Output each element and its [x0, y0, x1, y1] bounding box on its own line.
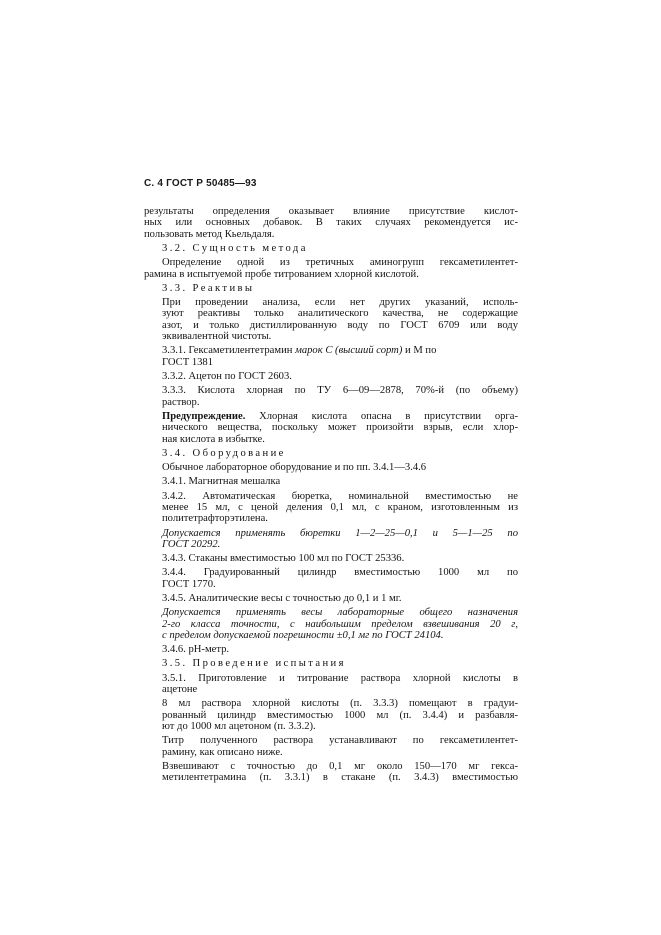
text-line: Допускается применять бюретки 1—2—25—0,1 и 5—1—25 по: [162, 527, 518, 539]
text-line: Допускается применять весы лабораторные общего назначения: [162, 607, 518, 619]
text-line: ных или основных добавок. В таких случаях рекомендуется ис-: [144, 217, 518, 229]
text-line: 3.4.4. Градуированный цилиндр вместимостью 1000 мл по: [162, 567, 518, 579]
clause-3-4-6: 3.4.6. pH-метр.: [162, 644, 230, 656]
text-line: 3.3.1. Гексаметилентетрамин марок С (высший сорт) и М по: [162, 345, 437, 357]
text-line: Предупреждение. Хлорная кислота опасна в присутствии орга-: [162, 410, 518, 422]
clause-3-4-5: 3.4.5. Аналитические весы с точностью до 0,1 и 1 мг.: [162, 592, 402, 604]
text-line: 2-го класса точности, с наибольшим пределом взвешивания 20 г,: [162, 618, 518, 630]
paragraph-3-3: [144, 297, 518, 343]
clause-3-3-1: [144, 345, 518, 368]
text-line: рованный цилиндр вместимостью 1000 мл (п. 3.4.4) и разбавля-: [162, 709, 518, 721]
text-line: 3.3.3. Кислота хлорная по ТУ 6—09—2878, 70%-й (по объему): [162, 385, 518, 397]
section-heading-3-5: 3.5. Проведение испытания: [162, 658, 346, 670]
text-line: 3.4.2. Автоматическая бюретка, номинальной вместимостью не: [162, 490, 518, 502]
section-heading-3-2: 3.2. Сущность метода: [162, 243, 308, 255]
page-header: С. 4 ГОСТ Р 50485—93: [144, 178, 257, 189]
text-line: результаты определения оказывает влияние присутствие кислот-: [144, 206, 518, 217]
section-heading-3-4: 3.4. Оборудование: [162, 447, 286, 459]
text-line: ГОСТ 1381: [162, 356, 214, 368]
text-line: пользовать метод Кьельдаля.: [144, 228, 275, 240]
warning-paragraph: [144, 411, 518, 445]
paragraph-3-4: Обычное лабораторное оборудование и по пп. 3.4.1—3.4.6: [162, 462, 427, 474]
text-line: ацетоне: [162, 683, 198, 695]
text-line: рамину, как описано ниже.: [162, 746, 283, 758]
text-line: с пределом допускаемой погрешности ±0,1 мг по ГОСТ 24104.: [162, 629, 444, 641]
clause-3-3-3: [144, 385, 518, 408]
text-line: Титр полученного раствора устанавливают по гексаметилентет-: [162, 735, 518, 747]
text-line: эквивалентной чистоты.: [162, 331, 272, 343]
text-line: зуют реактивы только аналитического качества, не содержащие: [162, 308, 518, 320]
note-3-4-2: [144, 528, 518, 551]
text-line: При проведении анализа, если нет других указаний, исполь-: [162, 297, 518, 309]
text-line: 3.5.1. Приготовление и титрование раствора хлорной кислоты в: [162, 672, 518, 684]
text-line: политетрафторэтилена.: [162, 513, 268, 525]
paragraph-weigh: [144, 761, 518, 784]
clause-3-3-2: 3.3.2. Ацетон по ГОСТ 2603.: [162, 371, 292, 383]
document-body: [144, 206, 518, 786]
text-line: рамина в испытуемой пробе титрованием хлорной кислотой.: [144, 268, 419, 280]
text-line: ГОСТ 1770.: [162, 578, 216, 590]
clause-3-4-4: [144, 567, 518, 590]
text-line: нического вещества, поскольку может произойти взрыв, если хлор-: [162, 422, 518, 434]
text-line: раствор.: [162, 396, 200, 408]
text-line: метилентетрамина (п. 3.3.1) в стакане (п. 3.4.3) вместимостью: [162, 772, 518, 784]
clause-3-4-1: 3.4.1. Магнитная мешалка: [162, 476, 281, 488]
text-line: азот, и только дистиллированную воду по ГОСТ 6709 или воду: [162, 319, 518, 331]
note-3-4-5: [144, 607, 518, 641]
warning-label: Предупреждение.: [162, 410, 246, 422]
text-line: менее 15 мл, с ценой деления 0,1 мл, с краном, изготовленным из: [162, 501, 518, 513]
clause-3-5-1: [144, 673, 518, 696]
text-line: 8 мл раствора хлорной кислоты (п. 3.3.3) помещают в градуи-: [162, 698, 518, 710]
text-line: ная кислота в избытке.: [162, 433, 265, 445]
paragraph-3-5-1: [144, 698, 518, 732]
paragraph-3-2: [144, 257, 518, 280]
text-line: ГОСТ 20292.: [162, 538, 221, 550]
text-line: Определение одной из третичных аминогрупп гексаметилентет-: [162, 257, 518, 269]
clause-3-4-3: 3.4.3. Стаканы вместимостью 100 мл по ГОСТ 25336.: [162, 553, 405, 565]
paragraph-titr: [144, 735, 518, 758]
text-line: Взвешивают с точностью до 0,1 мг около 150—170 мг гекса-: [162, 760, 518, 772]
section-heading-3-3: 3.3. Реактивы: [162, 282, 255, 294]
paragraph-intro: [144, 206, 518, 240]
clause-3-4-2: [144, 491, 518, 525]
text-line: ют до 1000 мл ацетоном (п. 3.3.2).: [162, 720, 316, 732]
